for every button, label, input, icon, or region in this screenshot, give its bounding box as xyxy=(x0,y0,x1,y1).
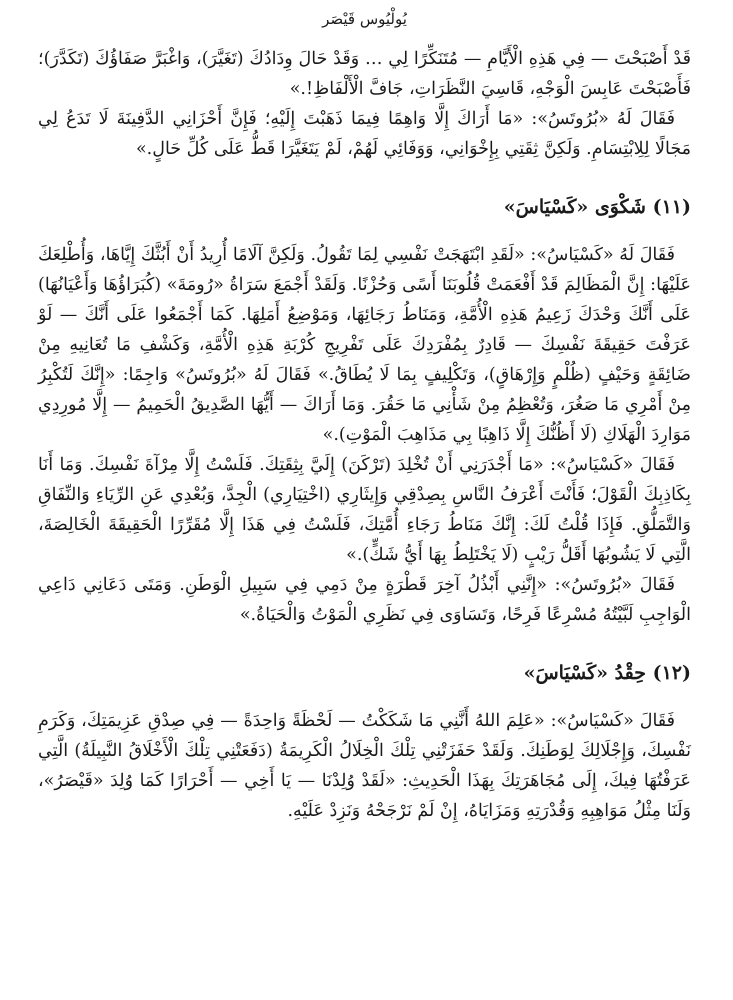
paragraph: فَقَالَ «كَسْيَاسُ»: «عَلِمَ اللهُ أَنَّنِي مَا شَكَكْتُ — لَحْظَةً وَاحِدَةً — فِي صِدْقِ عَزِيمَتِكَ، وَكَرَمِ نَفْسِكَ، وَإِجْلَالِكَ لِوَطَنِكَ. وَلَقَدْ حَفَزَتْنِي تِلْكَ الْخِلَالُ الْكَرِيمَةُ (دَفَعَتْنِي تِلْكَ الْأَخْلَاقُ النَّبِيلَةُ) الَّتِي عَرَفْتُهَا فِيكَ، إِلَى مُجَاهَرَتِكَ بِهَذَا الْحَدِيثِ: «لَقَدْ وُلِدْنَا — يَا أَخِي — أَحْرَارًا كَمَا وُلِدَ «قَيْصَرُ»، وَلَنَا مِثْلُ مَوَاهِبِهِ وَقُدْرَتِهِ وَمَزَايَاهُ، إِنْ لَمْ نَرْجَحْهُ وَنَزِدْ عَلَيْهِ. xyxy=(38,711,691,821)
paragraph: فَقَالَ «كَسْيَاسُ»: «مَا أَجْدَرَنِي أَنْ تُخْلِدَ (تَرْكَنَ) إِلَيَّ بِثِقَتِكَ. فَلَسْتُ إِلَّا مِرْآةَ نَفْسِكَ. وَمَا أَنَا بِكَاذِبِكَ الْقَوْلَ؛ فَأَنْتَ أَعْرَفُ النَّاسِ بِصِدْقِي وَإِيثَارِي (اخْتِيَارِي) الْجِدَّ، وَبُعْدِي عَنِ الرِّيَاءِ وَالنِّفَاقِ وَالتَّمَلُّقِ. فَإِذَا قُلْتُ لَكَ: إِنَّكَ مَنَاطُ رَجَاءِ أُمَّتِكَ، فَلَسْتُ فِي هَذَا إِلَّا مُقَرِّرًا الْحَقِيقَةَ الْخَالِصَةَ، الَّتِي لَا يَشُوبُهَا أَقَلُّ رَيْبٍ (لَا يَخْتَلِطُ بِهَا أَيُّ شَكٍّ).» xyxy=(38,455,691,565)
section-heading: (١٢) حِقْدُ «كَسْيَاسَ» xyxy=(523,662,691,684)
paragraph: قَدْ أَصْبَحْتَ — فِي هَذِهِ الْأَيَّامِ — مُتَنَكِّرًا لِي … وَقَدْ حَالَ وِدَادُكَ (تَغَيَّرَ)، وَاغْبَرَّ صَفَاؤُكَ (تَكَدَّرَ)؛ فَأَصْبَحْتَ عَابِسَ الْوَجْهِ، قَاسِيَ النَّظَرَاتِ، جَافَّ الْأَلْفَاظِ!.» xyxy=(38,49,691,99)
section-heading: (١١) شَكْوَى «كَسْيَاسَ» xyxy=(503,196,691,218)
running-header: يُولْيُوس قَيْصَر xyxy=(322,10,407,28)
paragraph: فَقَالَ لَهُ «بُرُوتَسُ»: «مَا أَرَاكَ إِلَّا وَاهِمًا فِيمَا ذَهَبْتَ إِلَيْهِ؛ فَإِنَّ أَحْزَانِي الدَّفِينَةَ لَا تَدَعُ لِي مَجَالًا لِلِابْتِسَامِ. وَلَكِنَّ ثِقَتِي بِإِخْوَانِي، وَوَفَائِي لَهُمْ، لَمْ يَتَغَيَّرَا قَطُّ عَلَى كُلِّ حَالٍ.» xyxy=(38,109,691,159)
paragraph: فَقَالَ «بُرُوتَسُ»: «إِنَّنِي أَبْذُلُ آخِرَ قَطْرَةٍ مِنْ دَمِي فِي سَبِيلِ الْوَطَنِ. وَمَتَى دَعَانِي دَاعِي الْوَاجِبِ لَبَّيْتُهُ مُسْرِعًا فَرِحًا، وَتَسَاوَى فِي نَظَرِي الْمَوْتُ وَالْحَيَاةُ.» xyxy=(38,575,691,625)
paragraph: فَقَالَ لَهُ «كَسْيَاسُ»: «لَقَدِ ابْتَهَجَتْ نَفْسِي لِمَا تَقُولُ. وَلَكِنَّ آلَامًا أُرِيدُ أَنْ أَبُثَّكَ إِيَّاهَا، وَأُطْلِعَكَ عَلَيْهَا: إِنَّ الْمَظَالِمَ قَدْ أَفْعَمَتْ قُلُوبَنَا أَسًى وَحُزْنًا. وَلَقَدْ أَجْمَعَ سَرَاةُ «رُومَةَ» (كُبَرَاؤُهَا وَأَعْيَانُهَا) عَلَى أَنَّكَ وَحْدَكَ زَعِيمُ هَذِهِ الْأُمَّةِ، وَمَنَاطُ رَجَائِهَا، وَمَوْضِعُ أَمَلِهَا. كَمَا أَجْمَعُوا عَلَى أَنَّكَ — لَوْ عَرَفْتَ حَقِيقَةَ نَفْسِكَ — قَادِرٌ بِمُفْرَدِكَ عَلَى تَفْرِيجِ كُرْبَةِ هَذِهِ الْأُمَّةِ، وَكَشْفِ مَا تُعَانِيهِ مِنْ ضَائِقَةٍ وَحَيْفٍ (ظُلْمٍ وَإِرْهَاقٍ)، وَتَكْلِيفٍ بِمَا لَا يُطَاقُ.» فَقَالَ لَهُ «بُرُوتَسُ» وَاجِمًا: «إِنَّكَ لَتُكْبِرُ مِنْ أَمْرِي مَا صَغُرَ، وَتُعْظِمُ مِنْ شَأْنِي مَا حَقُرَ. وَمَا أَرَاكَ — أَيُّهَا الصَّدِيقُ الْحَمِيمُ — إِلَّا مُورِدِي مَوَارِدَ الْهَلَاكِ (لَا أَظُنُّكَ إِلَّا ذَاهِبًا بِي مَذَاهِبَ الْمَوْتِ).» xyxy=(38,245,691,445)
